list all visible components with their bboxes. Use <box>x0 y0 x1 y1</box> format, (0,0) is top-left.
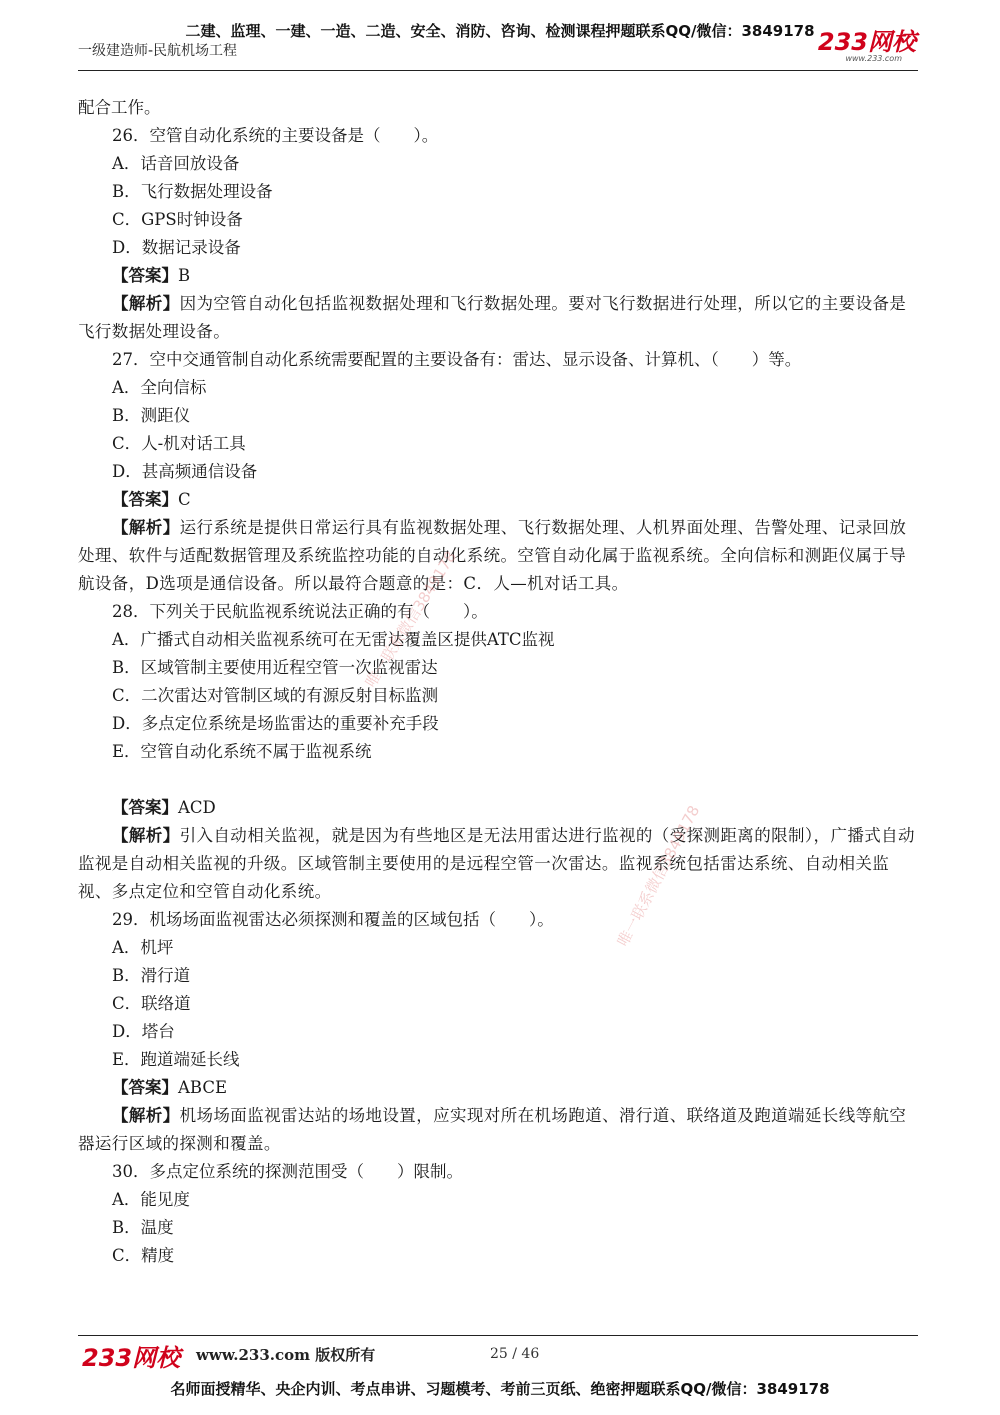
q30-option-a: A．能见度 <box>112 1190 190 1209</box>
footer-promo-line: 名师面授精华、央企内训、考点串讲、习题模考、考前三页纸、绝密押题联系QQ/微信：3849178 <box>170 1380 830 1398</box>
answer-label: 【答案】 <box>112 1078 178 1097</box>
q26-option-b: B．飞行数据处理设备 <box>112 182 273 201</box>
q29-option-e: E．跑道端延长线 <box>112 1050 240 1069</box>
logo-text: 233网校 <box>817 28 916 56</box>
answer-label: 【答案】 <box>112 266 178 285</box>
q28-option-b: B．区域管制主要使用近程空管一次监视雷达 <box>112 658 438 677</box>
q28-option-a: A．广播式自动相关监视系统可在无雷达覆盖区提供ATC监视 <box>112 630 555 649</box>
q28-option-c: C．二次雷达对管制区域的有源反射目标监测 <box>112 686 439 705</box>
analysis-text: 因为空管自动化包括监视数据处理和飞行数据处理。要对飞行数据进行处理，所以它的主要设备是飞行数据处理设备。 <box>78 294 907 341</box>
answer-label: 【答案】 <box>112 490 178 509</box>
q28-option-d: D．多点定位系统是场监雷达的重要补充手段 <box>112 714 439 733</box>
q29-answer <box>78 1074 918 1102</box>
q28-answer <box>78 794 918 822</box>
q27-option-d: D．甚高频通信设备 <box>112 462 258 481</box>
footer-copyright: www.233.com 版权所有 <box>196 1346 376 1364</box>
q26-answer <box>78 262 918 290</box>
q30-option-c: C．精度 <box>112 1246 175 1265</box>
analysis-text: 运行系统是提供日常运行具有监视数据处理、飞行数据处理、人机界面处理、告警处理、记录回放处理、软件与适配数据管理及系统监控功能的自动化系统。空管自动化属于监视系统。全向信标和测距仪属于导航设备，D选项是通信设备。所以最符合题意的是：C．人—机对话工具。 <box>78 518 907 593</box>
q29-option-c: C．联络道 <box>112 994 191 1013</box>
answer-value: B <box>178 266 191 285</box>
q26-option-c: C．GPS时钟设备 <box>112 210 243 229</box>
analysis-text: 机场场面监视雷达站的场地设置，应实现对所在机场跑道、滑行道、联络道及跑道端延长线等航空器运行区域的探测和覆盖。 <box>78 1106 907 1153</box>
analysis-label: 【解析】 <box>112 1106 180 1125</box>
brand-logo <box>818 30 916 63</box>
question-30: 30．多点定位系统的探测范围受（ ）限制。 <box>112 1162 463 1181</box>
q29-option-d: D．塔台 <box>112 1022 175 1041</box>
answer-label: 【答案】 <box>112 798 178 817</box>
document-body <box>78 94 918 1270</box>
question-26: 26．空管自动化系统的主要设备是（ ）。 <box>112 126 439 145</box>
q27-answer <box>78 486 918 514</box>
q27-option-a: A．全向信标 <box>112 378 207 397</box>
header-divider <box>78 70 918 71</box>
q28-option-e: E．空管自动化系统不属于监视系统 <box>112 742 372 761</box>
answer-value: ABCE <box>178 1078 228 1097</box>
question-28: 28．下列关于民航监视系统说法正确的有（ ）。 <box>112 602 488 621</box>
analysis-label: 【解析】 <box>112 826 180 845</box>
page-number: 25 / 46 <box>490 1346 540 1362</box>
intro-tail: 配合工作。 <box>78 98 161 117</box>
q27-option-c: C．人-机对话工具 <box>112 434 246 453</box>
analysis-text: 引入自动相关监视，就是因为有些地区是无法用雷达进行监视的（受探测距离的限制），广播式自动监视是自动相关监视的升级。区域管制主要使用的是远程空管一次雷达。监视系统包括雷达系统、自动相关监视、多点定位和空管自动化系统。 <box>78 826 915 901</box>
q27-analysis <box>78 514 918 598</box>
blank-line <box>78 766 918 794</box>
logo-url: www.233.com <box>845 54 902 63</box>
answer-value: ACD <box>178 798 216 817</box>
analysis-label: 【解析】 <box>112 518 180 537</box>
q27-option-b: B．测距仪 <box>112 406 191 425</box>
q26-analysis <box>78 290 918 346</box>
header-promo-line: 二建、监理、一建、一造、二造、安全、消防、咨询、检测课程押题联系QQ/微信：3849178 <box>185 22 815 40</box>
footer-divider <box>78 1335 918 1336</box>
analysis-label: 【解析】 <box>112 294 180 313</box>
q29-analysis <box>78 1102 918 1158</box>
answer-value: C <box>178 490 191 509</box>
q29-option-b: B．滑行道 <box>112 966 191 985</box>
q30-option-b: B．温度 <box>112 1218 174 1237</box>
document-subtitle: 一级建造师-民航机场工程 <box>78 43 238 59</box>
footer-logo: 233网校 <box>82 1344 181 1372</box>
q28-analysis <box>78 822 918 906</box>
question-29: 29．机场场面监视雷达必须探测和覆盖的区域包括（ ）。 <box>112 910 554 929</box>
question-27: 27．空中交通管制自动化系统需要配置的主要设备有：雷达、显示设备、计算机、（ ）等。 <box>112 350 802 369</box>
q26-option-d: D．数据记录设备 <box>112 238 241 257</box>
q29-option-a: A．机坪 <box>112 938 174 957</box>
watermark: 唯一联系微信3849178 <box>613 802 704 950</box>
q26-option-a: A．话音回放设备 <box>112 154 240 173</box>
watermark: 唯一联系微信3849178 <box>361 548 461 691</box>
